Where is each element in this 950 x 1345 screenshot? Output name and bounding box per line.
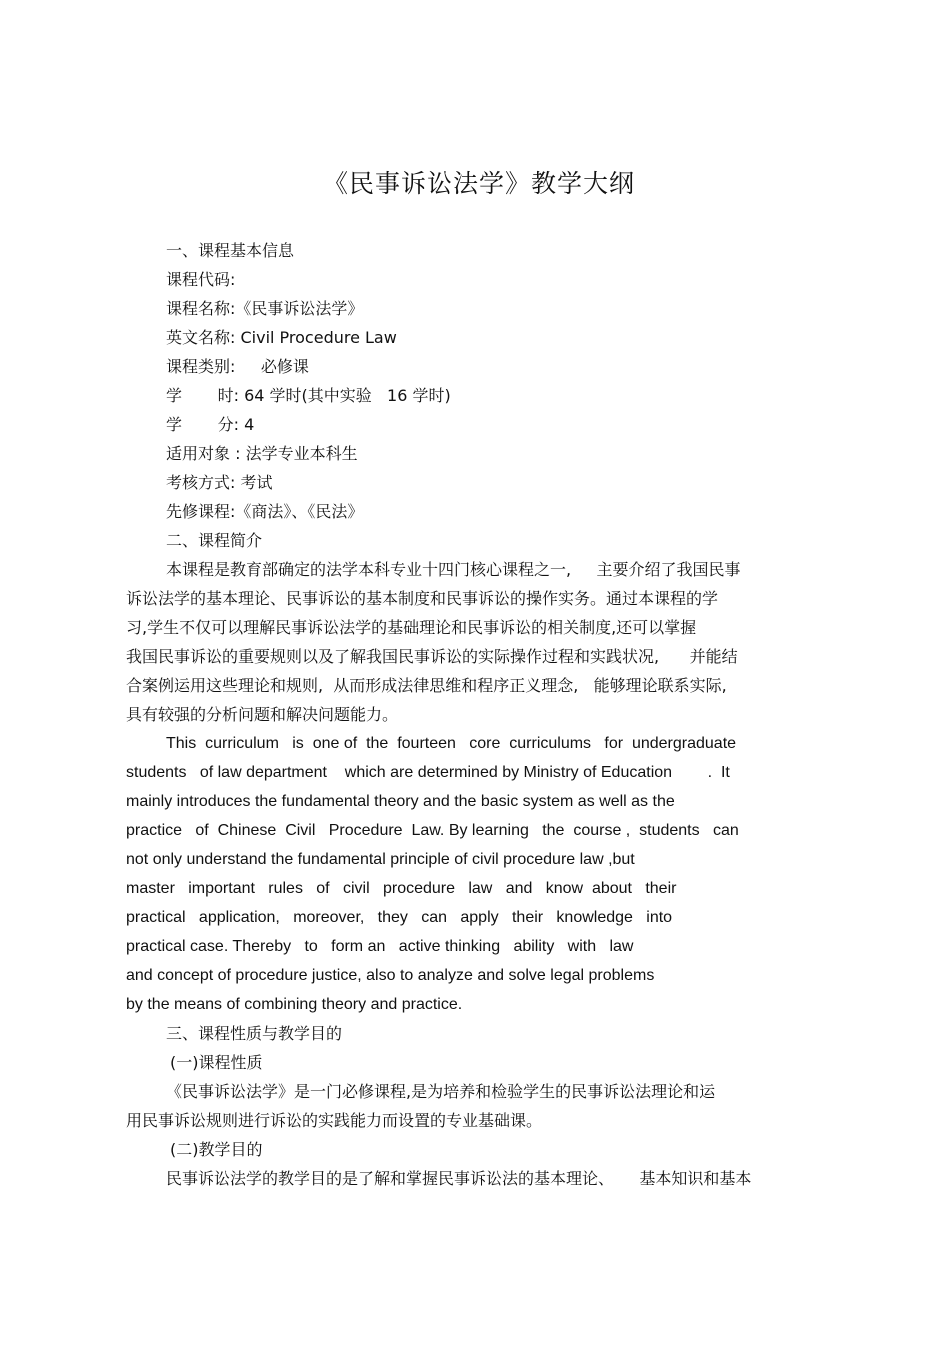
subsection-heading: (一)课程性质 <box>170 1053 263 1072</box>
paragraph-line: practical application, moreover, they can apply their knowledge into <box>126 909 673 926</box>
paragraph-line: 民事诉讼法学的教学目的是了解和掌握民事诉讼法的基本理论、 基本知识和基本 <box>166 1169 752 1188</box>
paragraph-line: students of law department which are determined by Ministry of Education . It <box>126 764 730 781</box>
paragraph-line: 具有较强的分析问题和解决问题能力。 <box>126 705 399 724</box>
document-title: 《民事诉讼法学》教学大纲 <box>322 169 635 198</box>
paragraph-line: This curriculum is one of the fourteen core curriculums for undergraduate <box>166 735 737 752</box>
paragraph-line: and concept of procedure justice, also to analyze and solve legal problems <box>126 967 655 984</box>
field-course-name: 课程名称:《民事诉讼法学》 <box>166 299 364 318</box>
paragraph-line: not only understand the fundamental principle of civil procedure law ,but <box>126 851 635 868</box>
intro-chinese-paragraph <box>126 555 832 729</box>
field-english-name: 英文名称: Civil Procedure Law <box>166 328 397 347</box>
field-course-type: 课程类别: 必修课 <box>166 357 309 376</box>
paragraph-line: practical case. Thereby to form an active thinking ability with law <box>126 938 634 955</box>
paragraph-line: 用民事诉讼规则进行诉讼的实践能力而设置的专业基础课。 <box>126 1111 543 1130</box>
intro-english-paragraph <box>126 729 832 1019</box>
section-heading: 二、课程简介 <box>166 531 263 550</box>
paragraph-line: 合案例运用这些理论和规则, 从而形成法律思维和程序正义理念, 能够理论联系实际, <box>126 676 727 695</box>
paragraph-line: 本课程是教育部确定的法学本科专业十四门核心课程之一, 主要介绍了我国民事 <box>166 560 741 579</box>
field-assessment: 考核方式: 考试 <box>166 473 273 492</box>
paragraph-line: 我国民事诉讼的重要规则以及了解我国民事诉讼的实际操作过程和实践状况, 并能结 <box>126 647 738 666</box>
section-basic-info <box>126 236 832 526</box>
paragraph-line: 诉讼法学的基本理论、民事诉讼的基本制度和民事诉讼的操作实务。通过本课程的学 <box>126 589 719 608</box>
section-heading: 一、课程基本信息 <box>166 241 295 260</box>
subsection-heading: (二)教学目的 <box>170 1140 263 1159</box>
paragraph-line: by the means of combining theory and practice. <box>126 996 463 1013</box>
field-credits: 学 分: 4 <box>166 415 255 434</box>
paragraph-line: mainly introduces the fundamental theory and the basic system as well as the <box>126 793 675 810</box>
paragraph-line: 《民事诉讼法学》是一门必修课程,是为培养和检验学生的民事诉讼法理论和运 <box>166 1082 716 1101</box>
section-heading: 三、课程性质与教学目的 <box>166 1024 343 1043</box>
paragraph-line: 习,学生不仅可以理解民事诉讼法学的基础理论和民事诉讼的相关制度,还可以掌握 <box>126 618 697 637</box>
field-course-code: 课程代码: <box>166 270 236 289</box>
section-nature-purpose <box>126 1019 832 1193</box>
field-audience: 适用对象 : 法学专业本科生 <box>166 444 358 463</box>
field-prerequisites: 先修课程:《商法》、《民法》 <box>166 502 364 521</box>
field-hours: 学 时: 64 学时(其中实验 16 学时) <box>166 386 451 405</box>
paragraph-line: master important rules of civil procedure law and know about their <box>126 880 677 897</box>
paragraph-line: practice of Chinese Civil Procedure Law. By learning the course , students can <box>126 822 739 839</box>
section-course-intro <box>126 526 832 1019</box>
